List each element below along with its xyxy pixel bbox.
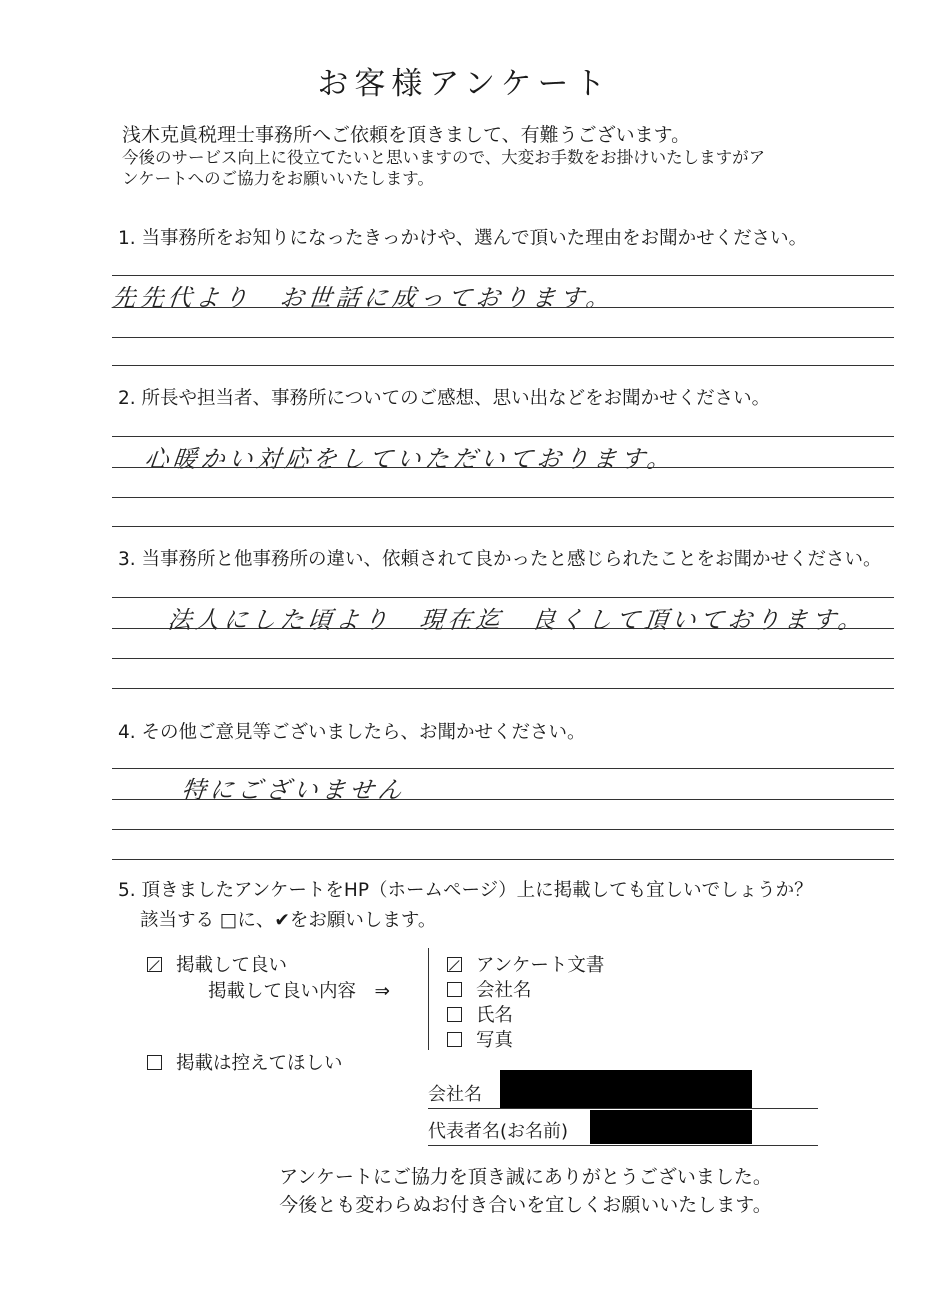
content-option-survey[interactable] <box>447 951 604 977</box>
answer-line <box>112 526 894 527</box>
content-option-photo[interactable] <box>447 1026 513 1052</box>
answer-line <box>112 688 894 689</box>
bracket-divider <box>428 948 429 1050</box>
checkbox[interactable] <box>447 1007 462 1022</box>
answer-line <box>112 307 894 308</box>
question-2-answer: 心暖かい対応をしていただいております。 <box>143 445 677 473</box>
answer-line <box>112 628 894 629</box>
closing-line-2: 今後とも変わらぬお付き合いを宜しくお願いいたします。 <box>279 1194 772 1216</box>
company-name-line <box>428 1108 818 1109</box>
question-5 <box>118 876 813 936</box>
answer-line <box>112 275 894 276</box>
question-4-label: 4. その他ご意見等ございましたら、お聞かせください。 <box>118 722 586 743</box>
answer-line <box>112 799 894 800</box>
checkbox[interactable] <box>447 982 462 997</box>
question-5-instruction: 該当する □に、✔をお願いします。 <box>140 910 437 931</box>
redacted-representative-name <box>590 1110 752 1144</box>
answer-line <box>112 859 894 860</box>
publish-ok-label: 掲載して良い <box>176 955 288 976</box>
publish-content-label: 掲載して良い内容 ⇒ <box>208 981 391 1002</box>
answer-line <box>112 597 894 598</box>
intro-text <box>122 124 765 189</box>
answer-line <box>112 497 894 498</box>
checkbox[interactable] <box>147 1055 162 1070</box>
question-1-label: 1. 当事務所をお知りになったきっかけや、選んで頂いた理由をお聞かせください。 <box>118 228 808 249</box>
question-2-label: 2. 所長や担当者、事務所についてのご感想、思い出などをお聞かせください。 <box>118 388 771 409</box>
content-option-company[interactable] <box>447 976 532 1002</box>
intro-line-1: 浅木克眞税理士事務所へご依頼を頂きまして、有難うございます。 <box>122 124 691 146</box>
closing-line-1: アンケートにご協力を頂き誠にありがとうございました。 <box>279 1166 772 1188</box>
question-5-label: 5. 頂きましたアンケートをHP（ホームページ）上に掲載しても宜しいでしょうか？ <box>118 880 813 901</box>
redacted-company-name <box>500 1070 752 1108</box>
answer-line <box>112 467 894 468</box>
representative-name-line <box>428 1145 818 1146</box>
answer-line <box>112 337 894 338</box>
question-1-answer: 先先代より お世話に成っております。 <box>110 284 616 312</box>
checkbox-checked[interactable] <box>147 957 162 972</box>
question-4-answer: 特にございません <box>180 776 408 804</box>
page-title: お客様アンケート <box>317 66 612 102</box>
answer-line <box>112 658 894 659</box>
content-option-label: 写真 <box>476 1030 514 1051</box>
answer-line <box>112 365 894 366</box>
publish-ng-option[interactable] <box>147 1049 343 1075</box>
content-option-label: 氏名 <box>476 1005 514 1026</box>
checkbox-checked[interactable] <box>447 957 462 972</box>
question-3-label: 3. 当事務所と他事務所の違い、依頼されて良かったと感じられたことをお聞かせください。 <box>118 549 882 570</box>
content-option-name[interactable] <box>447 1001 513 1027</box>
answer-line <box>112 829 894 830</box>
content-option-label: 会社名 <box>476 980 532 1001</box>
intro-line-2: 今後のサービス向上に役立てたいと思いますので、大変お手数をお掛けいたしますがア <box>122 148 766 167</box>
answer-line <box>112 768 894 769</box>
checkbox[interactable] <box>447 1032 462 1047</box>
publish-ok-option[interactable] <box>147 951 287 977</box>
content-option-label: アンケート文書 <box>476 955 605 976</box>
question-3-answer: 法人にした頃より 現在迄 良くして頂いております。 <box>166 606 868 634</box>
answer-line <box>112 436 894 437</box>
closing-message <box>0 1163 929 1219</box>
publish-ng-label: 掲載は控えてほしい <box>176 1053 343 1074</box>
representative-name-label: 代表者名(お名前) <box>428 1121 569 1142</box>
company-name-label: 会社名 <box>428 1084 482 1105</box>
intro-line-3: ンケートへのご協力をお願いいたします。 <box>122 169 434 188</box>
